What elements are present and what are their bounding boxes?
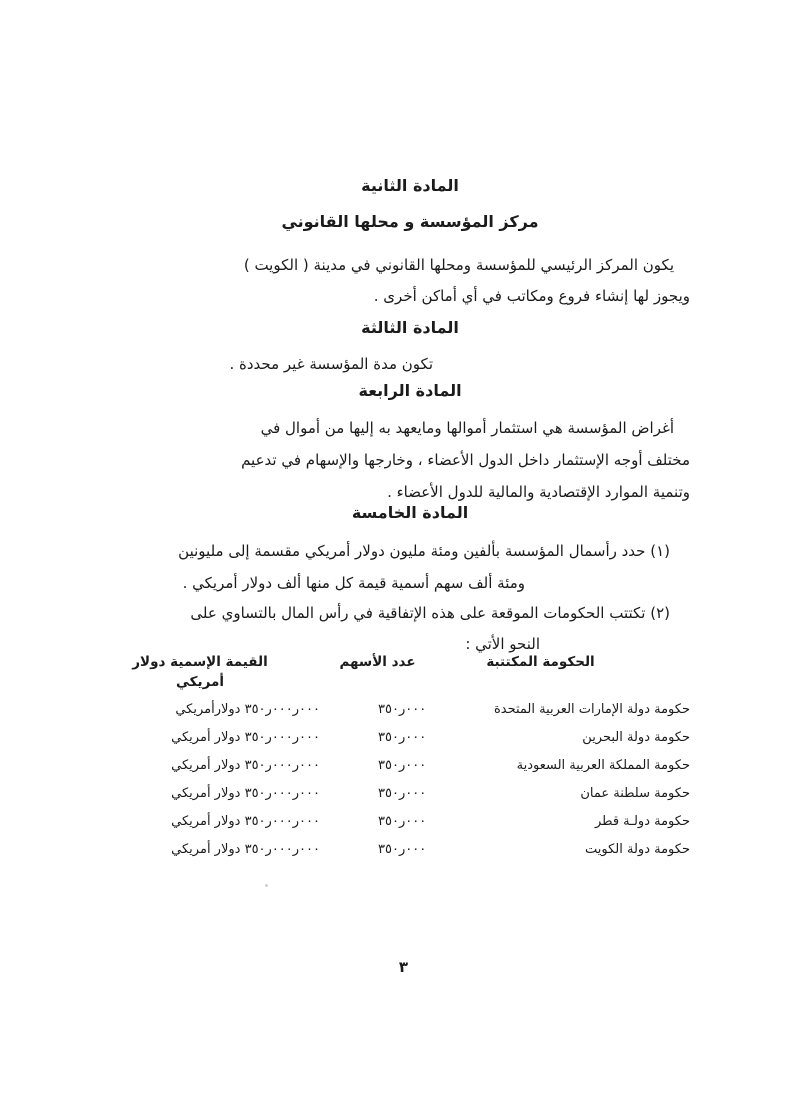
currency-label: دولار أمريكي [171, 758, 241, 773]
article-four-body [130, 412, 690, 508]
shares-count: ٣٥٠ر٠٠٠ [378, 730, 427, 745]
scan-speck [265, 884, 268, 887]
currency-label: دولارأمريكي [175, 702, 241, 717]
header-nominal-value-line-2: دولار أمريكي [132, 654, 224, 690]
table-row [130, 724, 690, 752]
government-name: حكومة سلطنة عمان [580, 786, 690, 801]
table-row [130, 752, 690, 780]
nominal-value: ٣٥٠ر٠٠٠ر٠٠٠ دولار أمريكي [171, 814, 320, 829]
currency-label: دولار أمريكي [171, 842, 241, 857]
nominal-value: ٣٥٠ر٠٠٠ر٠٠٠ دولار أمريكي [171, 730, 320, 745]
article-three-heading: المادة الثالثة [361, 318, 459, 337]
article-five-item-2 [130, 598, 690, 660]
table-row [130, 696, 690, 724]
header-subscribing-government: الحكومة المكتتبة [486, 654, 595, 670]
article-two-subheading: مركز المؤسسة و محلها القانوني [281, 212, 539, 231]
nominal-value: ٣٥٠ر٠٠٠ر٠٠٠ دولار أمريكي [171, 786, 320, 801]
table-row [130, 808, 690, 836]
header-number-of-shares: عدد الأسهم [339, 654, 416, 670]
article-four-body-line-1: أغراض المؤسسة هي استثمار أموالها ومايعهد به إليها من أموال في [260, 419, 674, 437]
article-four-body-line-3: وتنمية الموارد الإقتصادية والمالية للدول الأعضاء . [387, 483, 690, 501]
article-five-item-1-line-1: (١) حدد رأسمال المؤسسة بألفين ومئة مليون دولار أمريكي مقسمة إلى مليونين [178, 542, 670, 560]
currency-label: دولار أمريكي [171, 786, 241, 801]
government-name: حكومة دولة الإمارات العربية المتحدة [493, 702, 690, 717]
table-row [130, 780, 690, 808]
currency-label: دولار أمريكي [171, 814, 241, 829]
article-two-body-line-2: ويجوز لها إنشاء فروع ومكاتب في أي أماكن أخرى . [373, 287, 690, 305]
shares-count: ٣٥٠ر٠٠٠ [378, 842, 427, 857]
article-four-heading: المادة الرابعة [358, 381, 462, 400]
currency-label: دولار أمريكي [171, 730, 241, 745]
header-nominal-value [130, 652, 320, 692]
article-five-item-1-line-2: ومئة ألف سهم أسمية قيمة كل منها ألف دولار أمريكي . [182, 574, 525, 592]
government-name: حكومة دولة الكويت [585, 842, 690, 857]
article-two-heading: المادة الثانية [361, 176, 459, 195]
nominal-value: ٣٥٠ر٠٠٠ر٠٠٠ دولارأمريكي [175, 702, 320, 717]
article-four-body-line-2: مختلف أوجه الإستثمار داخل الدول الأعضاء ، وخارجها والإسهام في تدعيم [241, 451, 690, 469]
article-three-body: تكون مدة المؤسسة غير محددة . [229, 355, 433, 373]
article-two-body [130, 250, 690, 312]
article-five-item-2-line-2: النحو الأتي : [465, 635, 540, 653]
shares-count: ٣٥٠ر٠٠٠ [378, 786, 427, 801]
header-nominal-value-line-1: القيمة الإسمية [170, 654, 268, 670]
shares-count: ٣٥٠ر٠٠٠ [378, 814, 427, 829]
government-name: حكومة المملكة العربية السعودية [516, 758, 690, 773]
article-two-body-line-1: يكون المركز الرئيسي للمؤسسة ومحلها القانوني في مدينة ( الكويت ) [243, 256, 674, 274]
page-number: ٣ [398, 958, 409, 976]
government-name: حكومة دولة البحرين [582, 730, 690, 745]
government-name: حكومة دولـة قطر [595, 814, 690, 829]
table-row [130, 836, 690, 864]
nominal-value: ٣٥٠ر٠٠٠ر٠٠٠ دولار أمريكي [171, 842, 320, 857]
article-five-heading: المادة الخامسة [351, 503, 469, 522]
article-five-item-2-line-1: (٢) تكتتب الحكومات الموقعة على هذه الإتفاقية في رأس المال بالتساوي على [190, 604, 670, 622]
subscription-table [130, 652, 690, 864]
shares-count: ٣٥٠ر٠٠٠ [378, 702, 427, 717]
subscription-table-header [130, 652, 690, 692]
article-five-item-1 [130, 535, 690, 599]
shares-count: ٣٥٠ر٠٠٠ [378, 758, 427, 773]
subscription-table-rows [130, 696, 690, 864]
nominal-value: ٣٥٠ر٠٠٠ر٠٠٠ دولار أمريكي [171, 758, 320, 773]
